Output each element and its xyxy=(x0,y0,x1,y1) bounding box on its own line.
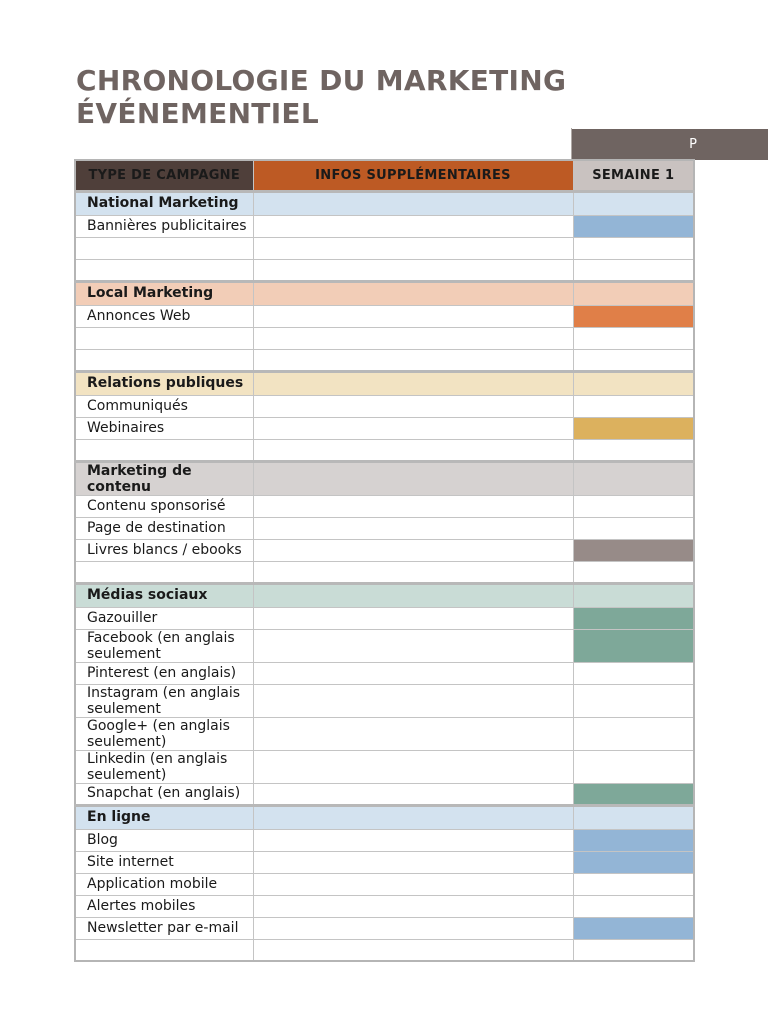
table-row xyxy=(75,495,694,517)
campaign-name-cell[interactable]: Application mobile xyxy=(75,873,253,895)
table-row xyxy=(75,917,694,939)
week-1-cell[interactable] xyxy=(573,191,694,215)
campaign-name-cell[interactable] xyxy=(75,327,253,349)
week-1-cell[interactable] xyxy=(573,495,694,517)
campaign-name-cell[interactable]: Page de destination xyxy=(75,517,253,539)
table-row xyxy=(75,237,694,259)
info-cell[interactable] xyxy=(253,939,573,961)
period-header: P xyxy=(572,129,768,160)
page-title-line-2: ÉVÉNEMENTIEL xyxy=(76,97,319,130)
table-row xyxy=(75,851,694,873)
info-cell[interactable] xyxy=(253,917,573,939)
table-row xyxy=(75,417,694,439)
info-cell[interactable] xyxy=(253,583,573,607)
campaign-name-cell[interactable] xyxy=(75,259,253,281)
campaign-name-cell[interactable]: Livres blancs / ebooks xyxy=(75,539,253,561)
info-cell[interactable] xyxy=(253,629,573,662)
category-row xyxy=(75,191,694,215)
category-name-cell[interactable]: Marketing de contenu xyxy=(75,461,253,495)
week-1-cell[interactable] xyxy=(573,939,694,961)
table-row xyxy=(75,517,694,539)
header-campaign-type: TYPE DE CAMPAGNE xyxy=(75,160,253,191)
page-title xyxy=(76,64,566,130)
campaign-name-cell[interactable]: Google+ (en anglais seulement) xyxy=(75,717,253,750)
table-row xyxy=(75,829,694,851)
header-row xyxy=(75,160,694,191)
info-cell[interactable] xyxy=(253,662,573,684)
week-1-cell[interactable] xyxy=(573,281,694,305)
campaign-name-cell[interactable]: Communiqués xyxy=(75,395,253,417)
header-week-1: SEMAINE 1 xyxy=(573,160,694,191)
campaign-name-cell[interactable]: Newsletter par e-mail xyxy=(75,917,253,939)
table-row xyxy=(75,259,694,281)
campaign-name-cell[interactable]: Blog xyxy=(75,829,253,851)
table-row xyxy=(75,439,694,461)
category-row xyxy=(75,281,694,305)
week-1-cell[interactable] xyxy=(573,750,694,783)
table-row xyxy=(75,873,694,895)
info-cell[interactable] xyxy=(253,783,573,805)
week-1-cell[interactable] xyxy=(573,237,694,259)
campaign-name-cell[interactable]: Gazouiller xyxy=(75,607,253,629)
campaign-name-cell[interactable]: Webinaires xyxy=(75,417,253,439)
week-1-cell[interactable] xyxy=(573,917,694,939)
category-row xyxy=(75,805,694,829)
week-1-cell[interactable] xyxy=(573,783,694,805)
campaign-name-cell[interactable] xyxy=(75,439,253,461)
category-name-cell[interactable]: National Marketing xyxy=(75,191,253,215)
week-1-cell[interactable] xyxy=(573,829,694,851)
week-1-cell[interactable] xyxy=(573,895,694,917)
week-1-cell[interactable] xyxy=(573,439,694,461)
category-row xyxy=(75,583,694,607)
campaign-name-cell[interactable] xyxy=(75,561,253,583)
table-row xyxy=(75,895,694,917)
campaign-name-cell[interactable]: Linkedin (en anglais seulement) xyxy=(75,750,253,783)
week-1-cell[interactable] xyxy=(573,327,694,349)
week-1-cell[interactable] xyxy=(573,539,694,561)
category-row xyxy=(75,461,694,495)
category-row xyxy=(75,371,694,395)
week-1-cell[interactable] xyxy=(573,662,694,684)
campaign-name-cell[interactable]: Instagram (en anglais seulement xyxy=(75,684,253,717)
week-1-cell[interactable] xyxy=(573,395,694,417)
info-cell[interactable] xyxy=(253,895,573,917)
info-cell[interactable] xyxy=(253,327,573,349)
info-cell[interactable] xyxy=(253,684,573,717)
week-1-cell[interactable] xyxy=(573,851,694,873)
week-1-cell[interactable] xyxy=(573,417,694,439)
info-cell[interactable] xyxy=(253,829,573,851)
info-cell[interactable] xyxy=(253,237,573,259)
category-name-cell[interactable]: Relations publiques xyxy=(75,371,253,395)
info-cell[interactable] xyxy=(253,371,573,395)
info-cell[interactable] xyxy=(253,395,573,417)
table-row xyxy=(75,561,694,583)
week-1-cell[interactable] xyxy=(573,684,694,717)
category-name-cell[interactable]: Médias sociaux xyxy=(75,583,253,607)
week-1-cell[interactable] xyxy=(573,215,694,237)
info-cell[interactable] xyxy=(253,305,573,327)
info-cell[interactable] xyxy=(253,517,573,539)
week-1-cell[interactable] xyxy=(573,305,694,327)
table-row xyxy=(75,750,694,783)
info-cell[interactable] xyxy=(253,495,573,517)
info-cell[interactable] xyxy=(253,439,573,461)
info-cell[interactable] xyxy=(253,461,573,495)
campaign-timeline-table xyxy=(74,159,695,962)
week-1-cell[interactable] xyxy=(573,371,694,395)
info-cell[interactable] xyxy=(253,281,573,305)
info-cell[interactable] xyxy=(253,539,573,561)
info-cell[interactable] xyxy=(253,349,573,371)
info-cell[interactable] xyxy=(253,561,573,583)
info-cell[interactable] xyxy=(253,607,573,629)
campaign-name-cell[interactable]: Alertes mobiles xyxy=(75,895,253,917)
week-1-cell[interactable] xyxy=(573,607,694,629)
table-row xyxy=(75,395,694,417)
week-1-cell[interactable] xyxy=(573,561,694,583)
campaign-name-cell[interactable]: Bannières publicitaires xyxy=(75,215,253,237)
table-row xyxy=(75,684,694,717)
campaign-name-cell[interactable] xyxy=(75,939,253,961)
info-cell[interactable] xyxy=(253,259,573,281)
table-row xyxy=(75,607,694,629)
info-cell[interactable] xyxy=(253,191,573,215)
campaign-name-cell[interactable]: Snapchat (en anglais) xyxy=(75,783,253,805)
info-cell[interactable] xyxy=(253,417,573,439)
week-1-cell[interactable] xyxy=(573,349,694,371)
info-cell[interactable] xyxy=(253,873,573,895)
table-row xyxy=(75,305,694,327)
week-1-cell[interactable] xyxy=(573,517,694,539)
week-1-cell[interactable] xyxy=(573,873,694,895)
info-cell[interactable] xyxy=(253,805,573,829)
info-cell[interactable] xyxy=(253,215,573,237)
week-1-cell[interactable] xyxy=(573,461,694,495)
week-1-cell[interactable] xyxy=(573,805,694,829)
campaign-name-cell[interactable] xyxy=(75,237,253,259)
info-cell[interactable] xyxy=(253,851,573,873)
table-row xyxy=(75,717,694,750)
category-name-cell[interactable]: En ligne xyxy=(75,805,253,829)
campaign-name-cell[interactable]: Annonces Web xyxy=(75,305,253,327)
header-additional-info: INFOS SUPPLÉMENTAIRES xyxy=(253,160,573,191)
table-row xyxy=(75,327,694,349)
table-body xyxy=(75,191,694,961)
campaign-name-cell[interactable]: Pinterest (en anglais) xyxy=(75,662,253,684)
campaign-name-cell[interactable]: Site internet xyxy=(75,851,253,873)
week-1-cell[interactable] xyxy=(573,629,694,662)
table-row xyxy=(75,629,694,662)
table-row xyxy=(75,783,694,805)
info-cell[interactable] xyxy=(253,717,573,750)
category-name-cell[interactable]: Local Marketing xyxy=(75,281,253,305)
info-cell[interactable] xyxy=(253,750,573,783)
table-row xyxy=(75,939,694,961)
campaign-name-cell[interactable]: Contenu sponsorisé xyxy=(75,495,253,517)
page-title-line-1: CHRONOLOGIE DU MARKETING xyxy=(76,64,567,97)
table-row xyxy=(75,662,694,684)
table-row xyxy=(75,215,694,237)
table-row xyxy=(75,539,694,561)
week-1-cell[interactable] xyxy=(573,259,694,281)
week-1-cell[interactable] xyxy=(573,583,694,607)
campaign-name-cell[interactable] xyxy=(75,349,253,371)
table-row xyxy=(75,349,694,371)
week-1-cell[interactable] xyxy=(573,717,694,750)
campaign-name-cell[interactable]: Facebook (en anglais seulement xyxy=(75,629,253,662)
